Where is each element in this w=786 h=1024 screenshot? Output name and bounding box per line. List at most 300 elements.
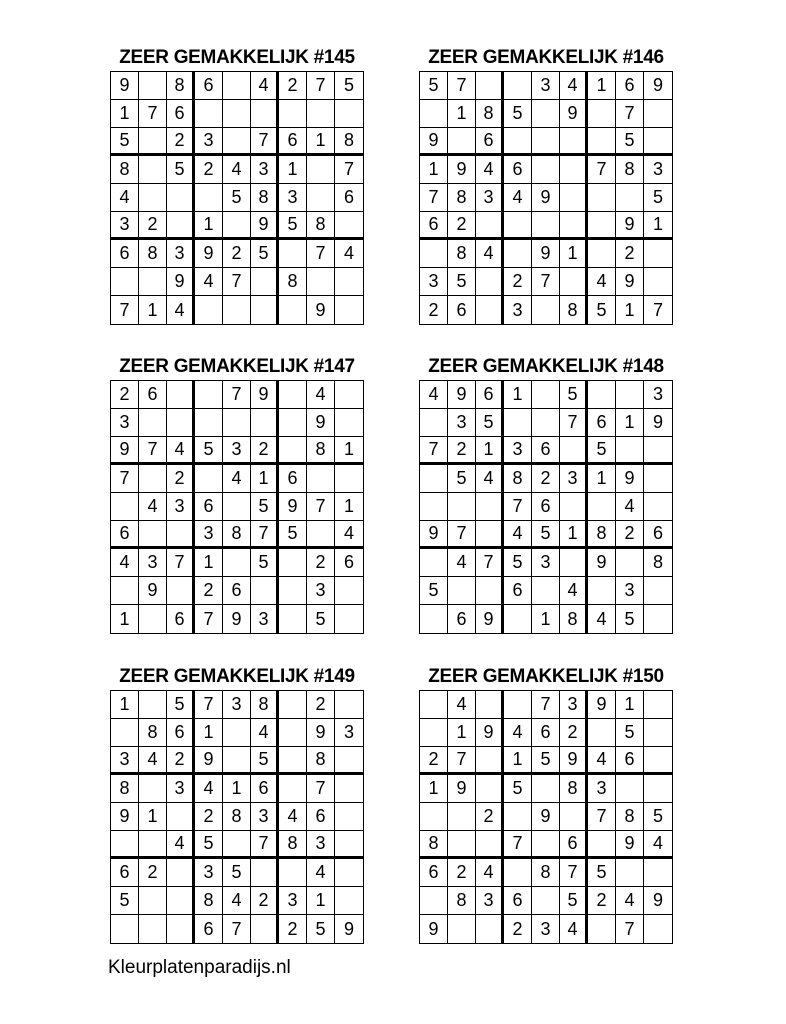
sudoku-cell: 7 [616,915,644,943]
sudoku-cell [588,184,616,212]
sudoku-cell [335,605,363,633]
sudoku-cell [279,691,307,719]
sudoku-cell: 2 [167,128,195,156]
sudoku-cell [476,521,504,549]
sudoku-cell: 8 [616,156,644,184]
sudoku-cell: 3 [588,775,616,803]
sudoku-cell: 5 [532,521,560,549]
sudoku-cell: 6 [111,240,139,268]
sudoku-cell: 3 [560,465,588,493]
sudoku-cell [167,915,195,943]
sudoku-cell [139,831,167,859]
sudoku-cell [139,409,167,437]
sudoku-cell: 6 [532,719,560,747]
sudoku-cell [167,859,195,887]
sudoku-cell: 7 [652,299,663,320]
sudoku-cell: 3 [532,549,560,577]
sudoku-cell [223,128,251,156]
sudoku-cell: 2 [476,803,504,831]
sudoku-cell: 6 [195,493,223,521]
sudoku-cell [504,859,532,887]
sudoku-cell: 9 [420,915,448,943]
sudoku-cell: 4 [504,521,532,549]
sudoku-cell: 1 [560,240,588,268]
sudoku-cell [223,409,251,437]
sudoku-cell [532,100,560,128]
sudoku-cell [279,577,307,605]
sudoku-cell: 7 [195,605,223,633]
sudoku-cell [448,577,476,605]
sudoku-cell: 4 [251,72,279,100]
sudoku-cell: 5 [279,521,307,549]
sudoku-cell [588,493,616,521]
sudoku-cell: 7 [560,409,588,437]
sudoku-cell: 3 [195,521,223,549]
sudoku-cell: 9 [644,409,672,437]
sudoku-cell [532,212,560,240]
sudoku-cell [279,775,307,803]
sudoku-cell [139,268,167,296]
sudoku-cell [167,381,195,409]
sudoku-cell: 7 [251,128,279,156]
sudoku-cell [279,409,307,437]
sudoku-cell: 5 [279,212,307,240]
sudoku-cell: 4 [560,72,588,100]
sudoku-cell: 4 [279,803,307,831]
sudoku-grid [419,380,673,634]
sudoku-cell [279,437,307,465]
sudoku-cell [448,493,476,521]
sudoku-cell: 9 [343,918,354,939]
sudoku-cell: 3 [251,605,279,633]
sudoku-cell: 9 [588,691,616,719]
sudoku-cell: 5 [560,381,588,409]
sudoku-cell [139,128,167,156]
sudoku-cell: 1 [532,605,560,633]
sudoku-cell: 2 [616,521,644,549]
sudoku-cell: 4 [588,268,616,296]
sudoku-cell: 3 [251,156,279,184]
sudoku-cell: 4 [588,605,616,633]
sudoku-cell: 4 [504,184,532,212]
sudoku-cell [560,437,588,465]
sudoku-cell: 1 [420,156,448,184]
sudoku-cell: 6 [195,72,223,100]
sudoku-cell [420,605,448,633]
sudoku-cell [111,719,139,747]
sudoku-cell: 9 [616,212,644,240]
sudoku-cell [307,100,335,128]
sudoku-cell: 4 [167,296,195,324]
sudoku-cell [251,409,279,437]
sudoku-cell [139,775,167,803]
sudoku-cell: 1 [560,521,588,549]
sudoku-cell: 9 [279,493,307,521]
sudoku-cell [195,409,223,437]
sudoku-cell: 2 [139,859,167,887]
sudoku-cell [616,437,644,465]
sudoku-cell [644,128,672,156]
sudoku-cell [251,859,279,887]
sudoku-cell: 9 [167,268,195,296]
sudoku-cell: 9 [251,381,279,409]
sudoku-cell: 8 [279,268,307,296]
sudoku-cell: 7 [307,775,335,803]
sudoku-cell: 6 [223,577,251,605]
sudoku-cell [279,240,307,268]
sudoku-cell: 9 [476,719,504,747]
sudoku-cell: 3 [644,156,672,184]
sudoku-puzzle-145 [110,44,364,325]
sudoku-cell [588,831,616,859]
sudoku-cell [251,100,279,128]
sudoku-cell [111,268,139,296]
sudoku-cell: 1 [307,128,335,156]
sudoku-puzzle-150 [419,663,673,944]
sudoku-cell [616,859,644,887]
sudoku-cell: 3 [307,577,335,605]
sudoku-cell: 4 [195,268,223,296]
sudoku-cell: 1 [616,296,644,324]
sudoku-cell [420,549,448,577]
sudoku-cell [223,296,251,324]
sudoku-cell [560,268,588,296]
sudoku-cell: 4 [223,156,251,184]
sudoku-cell: 8 [560,775,588,803]
sudoku-cell: 8 [476,100,504,128]
sudoku-cell [504,240,532,268]
sudoku-cell: 9 [111,437,139,465]
sudoku-cell [420,887,448,915]
sudoku-cell: 3 [448,409,476,437]
sudoku-cell: 6 [532,493,560,521]
sudoku-cell [616,775,644,803]
sudoku-cell: 4 [644,831,672,859]
sudoku-cell: 4 [448,691,476,719]
sudoku-cell [560,128,588,156]
sudoku-cell [223,212,251,240]
sudoku-cell [335,100,363,128]
sudoku-cell [167,577,195,605]
sudoku-cell [644,605,672,633]
sudoku-cell: 9 [111,72,139,100]
sudoku-cell: 7 [195,691,223,719]
sudoku-cell: 4 [111,549,139,577]
sudoku-cell: 5 [223,184,251,212]
sudoku-cell: 4 [167,831,195,859]
sudoku-cell [420,409,448,437]
sudoku-cell: 5 [223,859,251,887]
sudoku-cell: 7 [223,268,251,296]
sudoku-cell [139,72,167,100]
sudoku-cell: 8 [448,184,476,212]
sudoku-cell: 5 [335,72,363,100]
sudoku-cell: 7 [588,156,616,184]
sudoku-cell [476,72,504,100]
sudoku-cell: 6 [448,605,476,633]
sudoku-cell: 5 [588,859,616,887]
sudoku-cell: 5 [644,184,672,212]
sudoku-cell: 5 [167,156,195,184]
sudoku-cell: 2 [279,915,307,943]
sudoku-cell: 8 [279,831,307,859]
sudoku-cell: 4 [560,915,588,943]
sudoku-cell: 5 [616,128,644,156]
sudoku-cell: 6 [644,521,672,549]
sudoku-cell: 5 [588,296,616,324]
sudoku-cell [279,549,307,577]
sudoku-cell [167,409,195,437]
puzzle-title: ZEER GEMAKKELIJK #148 [428,356,664,377]
sudoku-cell: 7 [111,465,139,493]
sudoku-cell: 4 [335,521,363,549]
sudoku-cell: 5 [195,437,223,465]
sudoku-cell [560,493,588,521]
sudoku-cell: 8 [307,747,335,775]
sudoku-cell [279,859,307,887]
sudoku-cell: 3 [279,887,307,915]
sudoku-cell [532,381,560,409]
sudoku-cell [307,268,335,296]
sudoku-cell: 4 [616,887,644,915]
sudoku-cell: 3 [279,184,307,212]
sudoku-cell [588,128,616,156]
sudoku-cell: 9 [644,887,672,915]
sudoku-cell: 4 [335,240,363,268]
sudoku-cell [532,156,560,184]
sudoku-cell: 6 [560,831,588,859]
sudoku-cell [335,831,363,859]
sudoku-cell [532,409,560,437]
sudoku-cell [644,577,672,605]
sudoku-cell: 7 [476,549,504,577]
sudoku-cell: 6 [111,859,139,887]
sudoku-cell: 3 [167,240,195,268]
sudoku-cell: 6 [279,128,307,156]
sudoku-cell: 3 [644,381,672,409]
sudoku-cell: 9 [616,831,644,859]
sudoku-cell [420,719,448,747]
sudoku-cell: 6 [616,72,644,100]
sudoku-cell [644,465,672,493]
sudoku-cell [335,212,363,240]
sudoku-cell: 1 [195,549,223,577]
sudoku-cell: 8 [560,605,588,633]
sudoku-cell [167,887,195,915]
sudoku-cell: 3 [167,775,195,803]
sudoku-cell: 4 [560,577,588,605]
sudoku-cell: 1 [616,691,644,719]
sudoku-cell: 8 [251,691,279,719]
sudoku-cell: 7 [307,493,335,521]
sudoku-cell: 7 [420,437,448,465]
sudoku-cell: 8 [139,719,167,747]
sudoku-cell: 5 [616,719,644,747]
sudoku-cell: 8 [223,803,251,831]
sudoku-cell [476,212,504,240]
sudoku-cell [588,381,616,409]
sudoku-cell [532,831,560,859]
sudoku-cell [139,691,167,719]
sudoku-cell: 1 [279,156,307,184]
sudoku-cell: 3 [307,831,335,859]
sudoku-cell: 1 [476,437,504,465]
sudoku-cell: 4 [223,465,251,493]
sudoku-cell [476,296,504,324]
sudoku-cell: 8 [307,437,335,465]
sudoku-cell: 2 [195,577,223,605]
sudoku-cell [279,296,307,324]
sudoku-cell: 1 [504,747,532,775]
sudoku-cell [335,747,363,775]
sudoku-cell: 3 [111,747,139,775]
sudoku-cell: 1 [111,605,139,633]
sudoku-cell [644,268,672,296]
sudoku-cell: 4 [251,719,279,747]
sudoku-cell: 9 [448,381,476,409]
sudoku-cell [476,691,504,719]
sudoku-cell: 5 [616,605,644,633]
sudoku-cell [476,268,504,296]
sudoku-cell: 1 [195,212,223,240]
sudoku-cell: 6 [448,296,476,324]
sudoku-cell: 5 [448,268,476,296]
sudoku-cell: 4 [307,381,335,409]
sudoku-cell: 1 [251,465,279,493]
sudoku-cell [644,100,672,128]
sudoku-cell: 9 [532,184,560,212]
sudoku-cell: 6 [139,381,167,409]
sudoku-cell: 5 [504,549,532,577]
sudoku-cell: 1 [139,803,167,831]
sudoku-cell: 8 [588,521,616,549]
sudoku-cell [560,212,588,240]
sudoku-cell: 2 [448,437,476,465]
sudoku-cell: 7 [111,296,139,324]
sudoku-cell: 9 [448,775,476,803]
sudoku-cell: 6 [335,549,363,577]
sudoku-cell: 3 [195,128,223,156]
sudoku-cell [335,268,363,296]
sudoku-cell [420,803,448,831]
sudoku-cell [616,184,644,212]
sudoku-cell: 5 [420,577,448,605]
sudoku-cell: 3 [532,72,560,100]
sudoku-cell: 1 [335,493,363,521]
sudoku-cell: 7 [251,831,279,859]
sudoku-cell: 2 [223,240,251,268]
sudoku-cell [588,100,616,128]
puzzle-title: ZEER GEMAKKELIJK #147 [119,356,355,377]
sudoku-cell [111,577,139,605]
sudoku-cell: 7 [588,803,616,831]
sudoku-cell: 1 [420,775,448,803]
sudoku-cell [251,296,279,324]
sudoku-cell: 3 [223,437,251,465]
sudoku-cell: 4 [588,747,616,775]
sudoku-cell: 1 [616,409,644,437]
sudoku-cell: 8 [335,128,363,156]
sudoku-cell [644,691,672,719]
sudoku-cell: 1 [195,719,223,747]
sudoku-cell [167,184,195,212]
sudoku-cell: 4 [307,859,335,887]
sudoku-cell: 8 [251,184,279,212]
sudoku-cell: 9 [195,240,223,268]
sudoku-cell: 3 [111,409,139,437]
sudoku-cell: 8 [560,296,588,324]
sudoku-cell: 4 [167,437,195,465]
puzzle-title: ZEER GEMAKKELIJK #146 [428,47,664,68]
sudoku-puzzle-149 [110,663,364,944]
sudoku-cell: 6 [167,100,195,128]
sudoku-cell [139,184,167,212]
sudoku-cell: 7 [532,268,560,296]
sudoku-cell [448,831,476,859]
sudoku-cell [223,719,251,747]
sudoku-cell: 9 [616,465,644,493]
sudoku-cell: 6 [504,887,532,915]
puzzle-title: ZEER GEMAKKELIJK #145 [119,47,355,68]
sudoku-cell [335,887,363,915]
sudoku-cell [532,577,560,605]
sudoku-cell: 2 [532,465,560,493]
sudoku-cell [223,493,251,521]
sudoku-cell: 3 [476,887,504,915]
sudoku-cell: 3 [560,691,588,719]
sudoku-cell: 9 [420,521,448,549]
sudoku-cell [476,493,504,521]
sudoku-cell [223,747,251,775]
sudoku-cell: 5 [307,605,335,633]
sudoku-cell [504,409,532,437]
sudoku-cell: 9 [616,268,644,296]
sudoku-cell: 4 [420,381,448,409]
sudoku-cell: 4 [504,719,532,747]
sudoku-cell: 9 [307,409,335,437]
sudoku-cell [532,887,560,915]
sudoku-cell [504,803,532,831]
sudoku-cell: 6 [335,184,363,212]
sudoku-cell [335,577,363,605]
sudoku-cell [448,128,476,156]
sudoku-puzzle-147 [110,353,364,634]
sudoku-cell: 5 [251,240,279,268]
sudoku-cell: 5 [307,915,335,943]
sudoku-cell: 1 [111,691,139,719]
sudoku-cell [616,549,644,577]
sudoku-cell: 2 [448,859,476,887]
sudoku-cell: 1 [504,381,532,409]
sudoku-cell [111,493,139,521]
sudoku-cell: 7 [560,859,588,887]
sudoku-cell [279,605,307,633]
sudoku-cell: 9 [195,747,223,775]
sudoku-cell: 6 [167,719,195,747]
sudoku-cell: 3 [420,268,448,296]
sudoku-cell: 5 [111,128,139,156]
sudoku-cell: 4 [616,493,644,521]
sudoku-cell: 9 [644,72,672,100]
sudoku-cell: 9 [448,156,476,184]
sudoku-cell [644,915,672,943]
sudoku-grid [110,690,364,944]
sudoku-cell [420,465,448,493]
sudoku-cell: 1 [307,887,335,915]
sudoku-puzzle-146 [419,44,673,325]
sudoku-grid [110,380,364,634]
sudoku-cell: 1 [588,465,616,493]
